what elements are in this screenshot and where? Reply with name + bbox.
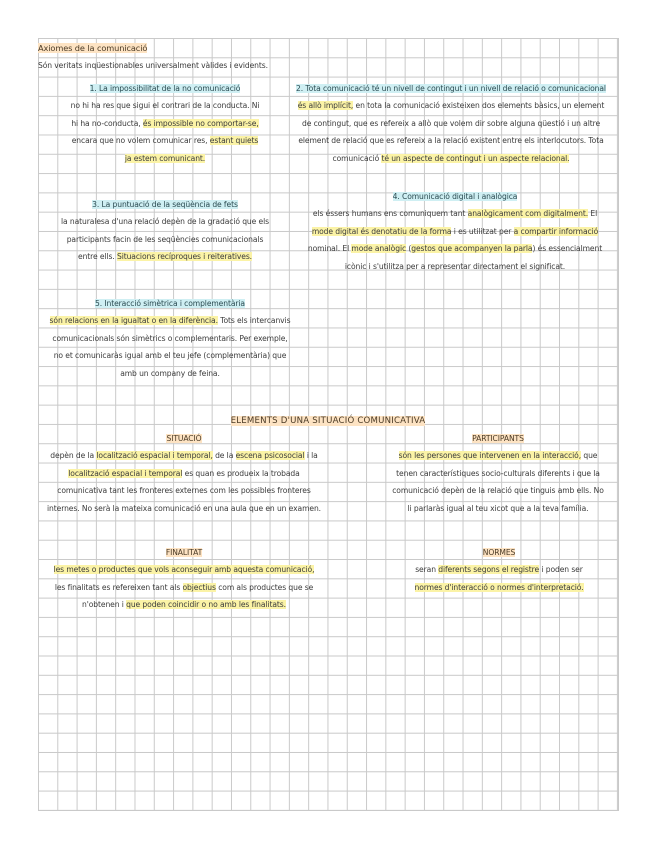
axiom4-line3 [290,240,620,257]
axiom1-line3-highlight: estant quiets [209,136,259,146]
normes-line1-highlight: diferents segons el registre [438,565,540,575]
participants-line1 [378,447,618,464]
axiom4-line3-text: nominal. El [307,244,352,254]
participants-line2: tenen característiques socio-culturals diferents i que la [396,468,600,478]
intro-section [38,40,358,75]
axiom4-line1-text: els éssers humans ens comuniquem tant [312,209,468,219]
axiom3-line2: participants facin de les seqüències comunicacionals [66,234,264,244]
situacio-line3: comunicativa tant les fronteres externes com les possibles fronteres [57,486,311,496]
axiom2-line1-text: en tota la comunicació existeixen dos elements bàsics, un element [353,101,605,111]
axiom1-line4-highlight: ja estem comunicant. [124,153,206,163]
intro-title: Axiomes de la comunicació [38,43,148,53]
finalitat-line3-highlight: que poden coincidir o no amb les finalitats. [126,600,286,610]
situacio-line1-text: depèn de la [50,451,97,461]
axiom4-line3-text2: ( [406,244,412,254]
normes-line2 [390,579,608,596]
axiom3-line1: la naturalesa d'una relació depèn de la gradació que els [61,217,269,227]
normes-line2-highlight: normes d'interacció o normes d'interpretació. [414,582,584,592]
situacio-line1-highlight2: escena psicosocial [235,451,305,461]
axiom3-line3 [40,248,290,265]
axiom2-line1 [282,97,620,114]
elements-title: ELEMENTS D'UNA SITUACIÓ COMUNICATIVA [230,416,426,426]
participants-line1-highlight: són les persones que intervenen en la interacció, [398,451,582,461]
situacio-line2 [38,465,330,482]
situacio-line1-highlight1: localització espacial i temporal, [96,451,213,461]
finalitat-line3 [38,596,330,613]
finalitat-line2-highlight: objectius [182,582,216,592]
situacio-line2-text: es quan es produeix la trobada [182,468,300,478]
finalitat-line2-text2: com als productes que se [215,582,314,592]
axiom1-section [40,80,290,167]
axiom1-line1: no hi ha res que sigui el contrari de la conducta. Ni [70,101,260,111]
normes-line1 [390,561,608,578]
axiom3-line3-highlight: Situacions recíproques i reiteratives. [116,252,252,262]
axiom5-line1-highlight: són relacions en la igualtat o en la diferència. [49,316,218,326]
situacio-section [38,430,330,517]
axiom3-section [40,196,290,266]
participants-line3: comunicació depèn de la relació que tinguis amb ells. No [392,486,604,496]
axiom2-section [282,80,620,167]
normes-line1-text2: i poden ser [539,565,583,575]
normes-title: NORMES [482,548,516,557]
axiom5-line3: no et comunicaràs igual amb el teu jefe (complementària) que [53,351,287,361]
situacio-line2-highlight: localització espacial i temporal [68,468,183,478]
axiom5-section [40,295,300,382]
axiom4-line1 [290,205,620,222]
axiom4-line2 [290,223,620,240]
axiom4-line3-text3: ) és essencialment [532,244,603,254]
axiom3-line3-text: entre ells. [78,252,117,262]
axiom2-title: 2. Tota comunicació té un nivell de contingut i un nivell de relació o comunicacional [296,84,606,93]
finalitat-line2-text: les finalitats es refereixen tant als [54,582,183,592]
axiom2-line1-highlight: és allò implícit, [297,101,354,111]
axiom4-line1-highlight: analògicament com digitalment. [467,209,589,219]
axiom5-line1 [40,312,300,329]
axiom1-title: 1. La impossibilitat de la no comunicació [89,84,241,93]
axiom5-line1-text: Tots els intercanvis [217,316,291,326]
axiom2-line4 [282,150,620,167]
axiom4-line3-highlight2: gestos que acompanyen la parla [411,244,533,254]
situacio-line4: internes. No serà la mateixa comunicació en una aula que en un examen. [47,503,321,513]
finalitat-line3-text: n'obtenen i [82,600,127,610]
participants-section [378,430,618,517]
axiom4-line2-highlight2: a compartir informació [513,226,599,236]
axiom4-line4: icònic i s'utilitza per a representar directament el significat. [344,261,566,271]
participants-title: PARTICIPANTS [472,434,524,443]
axiom4-line2-highlight1: mode digital és denotatiu de la forma [311,226,452,236]
axiom4-line2-text: i es utilitzat per [451,226,514,236]
finalitat-line1 [38,561,330,578]
situacio-line1-text2: de la [212,451,236,461]
axiom4-section [290,188,620,275]
finalitat-section [38,544,330,614]
axiom5-line2: comunicacionals són simètrics o complementaris. Per exemple, [52,333,288,343]
participants-line4: li parlaràs igual al teu xicot que a la teva família. [407,503,589,513]
axiom4-title: 4. Comunicació digital i analògica [392,192,518,201]
normes-line1-text: seran [415,565,439,575]
finalitat-title: FINALITAT [165,548,203,557]
normes-section [390,544,608,596]
axiom4-line1-text2: El [588,209,598,219]
situacio-line1 [38,447,330,464]
axiom3-title: 3. La puntuació de la seqüència de fets [92,200,238,209]
axiom2-line3: element de relació que es refereix a la relació existent entre els interlocutors. Tota [298,136,604,146]
axiom2-line4-text: comunicació [332,153,382,163]
axiom5-line4: amb un company de feina. [120,368,220,378]
finalitat-line2 [38,579,330,596]
participants-line1-text: que [581,451,598,461]
axiom1-line3 [40,132,290,149]
axiom4-line3-highlight1: mode analògic [351,244,407,254]
finalitat-line1-highlight: les metes o productes que vols aconseguir amb aquesta comunicació, [53,565,315,575]
situacio-line1-text3: i la [304,451,318,461]
axiom2-line4-highlight: té un aspecte de contingut i un aspecte relacional. [381,153,570,163]
axiom1-line2 [40,115,290,132]
axiom1-line2-text: hi ha no-conducta, [71,118,143,128]
axiom1-line2-highlight: és impossible no comportar-se, [142,118,259,128]
axiom1-line4 [40,150,290,167]
axiom2-line2: de contingut, que es refereix a allò que volem dir sobre alguna qüestió i un altre [301,118,601,128]
elements-section [38,412,618,430]
situacio-title: SITUACIÓ [166,434,202,443]
axiom5-title: 5. Interacció simètrica i complementària [95,299,245,308]
axiom1-line3-text: encara que no volem comunicar res, [71,136,210,146]
intro-subtitle: Són veritats inqüestionables universalment vàlides i evidents. [38,61,268,71]
